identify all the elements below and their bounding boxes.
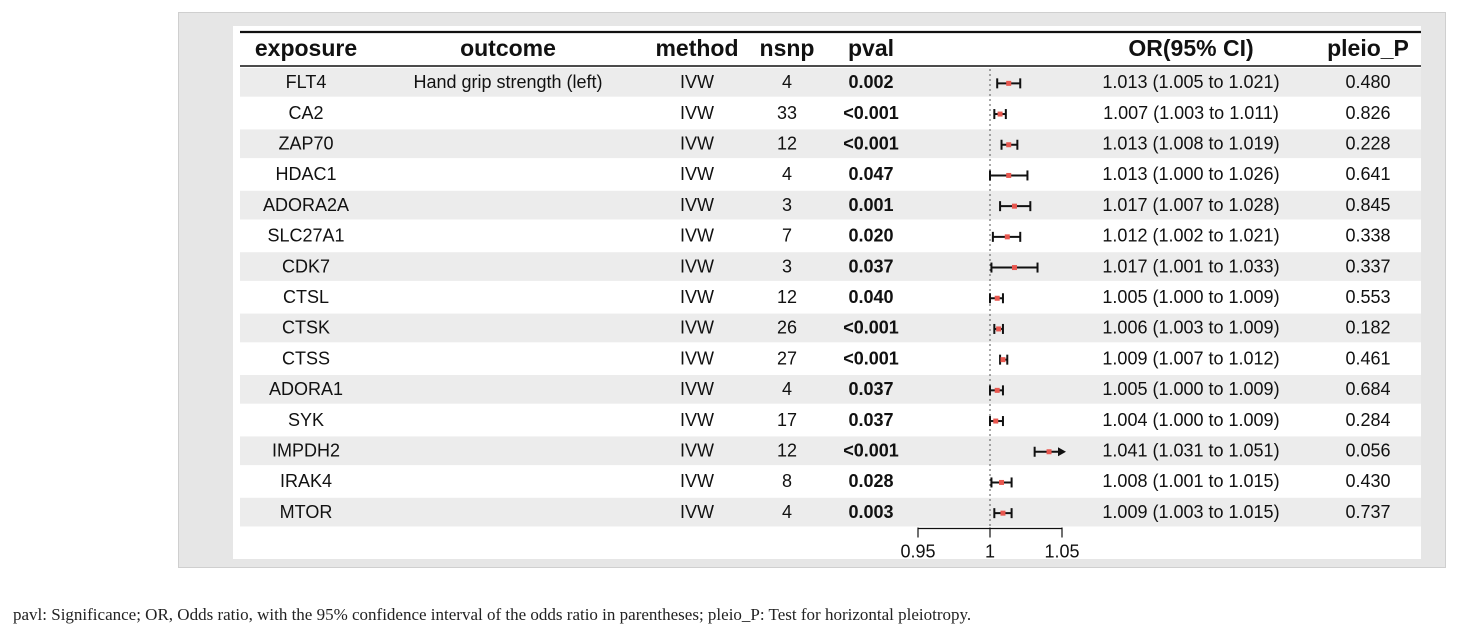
cell-or-ci: 1.009 (1.003 to 1.015) <box>1102 501 1280 522</box>
cell-exposure: ADORA1 <box>268 379 344 400</box>
cell-or-ci: 1.012 (1.002 to 1.021) <box>1102 225 1280 246</box>
point-estimate <box>1005 234 1010 239</box>
point-estimate <box>1006 142 1011 147</box>
column-header-or-ci: OR(95% CI) <box>1128 35 1254 62</box>
cell-pleio-p: 0.480 <box>1345 72 1391 93</box>
point-estimate <box>996 326 1001 331</box>
cell-or-ci: 1.004 (1.000 to 1.009) <box>1102 409 1280 430</box>
cell-nsnp: 4 <box>781 501 793 522</box>
cell-method: IVW <box>680 409 714 430</box>
cell-nsnp: 4 <box>781 72 793 93</box>
cell-exposure: ZAP70 <box>278 133 334 154</box>
cell-method: IVW <box>680 471 714 492</box>
cell-pleio-p: 0.461 <box>1345 348 1391 369</box>
point-estimate <box>999 480 1004 485</box>
cell-nsnp: 4 <box>781 379 793 400</box>
cell-or-ci: 1.007 (1.003 to 1.011) <box>1103 102 1279 123</box>
cell-exposure: IRAK4 <box>279 471 333 492</box>
cell-or-ci: 1.008 (1.001 to 1.015) <box>1102 471 1280 492</box>
column-header-pval: pval <box>847 35 895 62</box>
cell-or-ci: 1.005 (1.000 to 1.009) <box>1102 287 1280 307</box>
cell-or-ci: 1.013 (1.005 to 1.021) <box>1102 72 1280 93</box>
cell-pval: <0.001 <box>843 440 899 461</box>
cell-or-ci: 1.006 (1.003 to 1.009) <box>1102 317 1280 338</box>
cell-pval: 0.037 <box>848 256 894 277</box>
cell-pval: 0.047 <box>848 164 894 185</box>
cell-exposure: MTOR <box>279 501 333 522</box>
cell-method: IVW <box>680 225 714 246</box>
point-estimate <box>998 112 1003 117</box>
x-tick-label: 1.05 <box>1044 541 1080 559</box>
cell-method: IVW <box>680 256 714 277</box>
cell-pval: <0.001 <box>843 317 899 338</box>
figure-caption: pavl: Significance; OR, Odds ratio, with the 95% confidence interval of the odds ratio in parentheses; pleio_P: Test for horizontal pleiotropy. <box>13 605 972 624</box>
cell-exposure: ADORA2A <box>262 194 350 215</box>
cell-exposure: FLT4 <box>285 72 327 93</box>
cell-nsnp: 17 <box>776 409 798 430</box>
cell-pval: <0.001 <box>843 133 899 154</box>
cell-or-ci: 1.017 (1.007 to 1.028) <box>1102 194 1280 215</box>
cell-pval: 0.037 <box>848 379 894 400</box>
cell-pval: <0.001 <box>843 348 899 369</box>
point-estimate <box>1047 449 1052 454</box>
cell-pleio-p: 0.337 <box>1345 256 1391 277</box>
cell-exposure: CTSS <box>281 348 331 369</box>
cell-nsnp: 12 <box>776 287 798 307</box>
point-estimate <box>993 419 998 424</box>
cell-pval: 0.003 <box>848 501 894 522</box>
point-estimate <box>1000 357 1005 362</box>
cell-method: IVW <box>680 102 714 123</box>
column-header-nsnp: nsnp <box>759 35 815 62</box>
column-header-method: method <box>655 35 739 62</box>
point-estimate <box>995 296 1000 301</box>
cell-method: IVW <box>680 194 714 215</box>
cell-method: IVW <box>680 164 714 185</box>
cell-pleio-p: 0.641 <box>1345 164 1391 185</box>
cell-exposure: CA2 <box>288 102 324 123</box>
cell-method: IVW <box>680 133 714 154</box>
cell-outcome: Hand grip strength (left) <box>413 72 603 93</box>
x-tick-label: 1 <box>984 541 996 559</box>
point-estimate <box>1000 511 1005 516</box>
cell-pleio-p: 0.182 <box>1345 317 1391 338</box>
cell-nsnp: 12 <box>776 133 798 154</box>
cell-nsnp: 26 <box>776 317 798 338</box>
cell-nsnp: 33 <box>776 102 798 123</box>
cell-pval: 0.001 <box>848 194 894 215</box>
cell-exposure: CTSK <box>281 317 331 338</box>
cell-pval: <0.001 <box>843 102 899 123</box>
point-estimate <box>995 388 1000 393</box>
cell-method: IVW <box>680 501 714 522</box>
column-header-pleio-P: pleio_P <box>1327 35 1409 62</box>
cell-pleio-p: 0.826 <box>1345 102 1391 123</box>
cell-pval: 0.002 <box>848 72 894 93</box>
cell-nsnp: 3 <box>781 194 793 215</box>
cell-or-ci: 1.013 (1.000 to 1.026) <box>1102 164 1280 185</box>
point-estimate <box>1006 173 1011 178</box>
cell-nsnp: 8 <box>781 471 793 492</box>
cell-pleio-p: 0.228 <box>1345 133 1391 154</box>
forest-plot-panel <box>233 26 1421 559</box>
cell-nsnp: 7 <box>781 225 793 246</box>
point-estimate <box>1006 81 1011 86</box>
cell-method: IVW <box>680 379 714 400</box>
cell-or-ci: 1.005 (1.000 to 1.009) <box>1102 379 1280 400</box>
cell-pleio-p: 0.430 <box>1345 471 1391 492</box>
column-header-exposure: exposure <box>254 35 358 62</box>
cell-or-ci: 1.009 (1.007 to 1.012) <box>1102 348 1280 369</box>
cell-exposure: CTSL <box>282 287 330 307</box>
point-estimate <box>1012 204 1017 209</box>
forest-plot <box>233 26 1421 559</box>
cell-pleio-p: 0.056 <box>1345 440 1391 461</box>
cell-pleio-p: 0.338 <box>1345 225 1391 246</box>
cell-exposure: SYK <box>287 409 325 430</box>
cell-method: IVW <box>680 440 714 461</box>
cell-nsnp: 4 <box>781 164 793 185</box>
cell-or-ci: 1.041 (1.031 to 1.051) <box>1102 440 1280 461</box>
cell-exposure: CDK7 <box>281 256 331 277</box>
cell-nsnp: 27 <box>776 348 798 369</box>
cell-exposure: HDAC1 <box>275 164 337 185</box>
cell-exposure: IMPDH2 <box>271 440 341 461</box>
cell-pval: 0.040 <box>848 287 894 307</box>
cell-or-ci: 1.013 (1.008 to 1.019) <box>1102 133 1280 154</box>
x-tick-label: 0.95 <box>900 541 936 559</box>
cell-nsnp: 12 <box>776 440 798 461</box>
cell-method: IVW <box>680 317 714 338</box>
cell-pleio-p: 0.553 <box>1345 287 1391 307</box>
cell-pleio-p: 0.737 <box>1345 501 1391 522</box>
cell-method: IVW <box>680 287 714 307</box>
cell-method: IVW <box>680 348 714 369</box>
cell-pleio-p: 0.845 <box>1345 194 1391 215</box>
cell-or-ci: 1.017 (1.001 to 1.033) <box>1102 256 1280 277</box>
cell-pval: 0.020 <box>848 225 894 246</box>
cell-pleio-p: 0.284 <box>1345 409 1391 430</box>
column-header-outcome: outcome <box>460 35 556 62</box>
cell-method: IVW <box>680 72 714 93</box>
cell-pval: 0.037 <box>848 409 894 430</box>
cell-exposure: SLC27A1 <box>267 225 345 246</box>
cell-pleio-p: 0.684 <box>1345 379 1391 400</box>
cell-nsnp: 3 <box>781 256 793 277</box>
point-estimate <box>1012 265 1017 270</box>
cell-pval: 0.028 <box>848 471 894 492</box>
